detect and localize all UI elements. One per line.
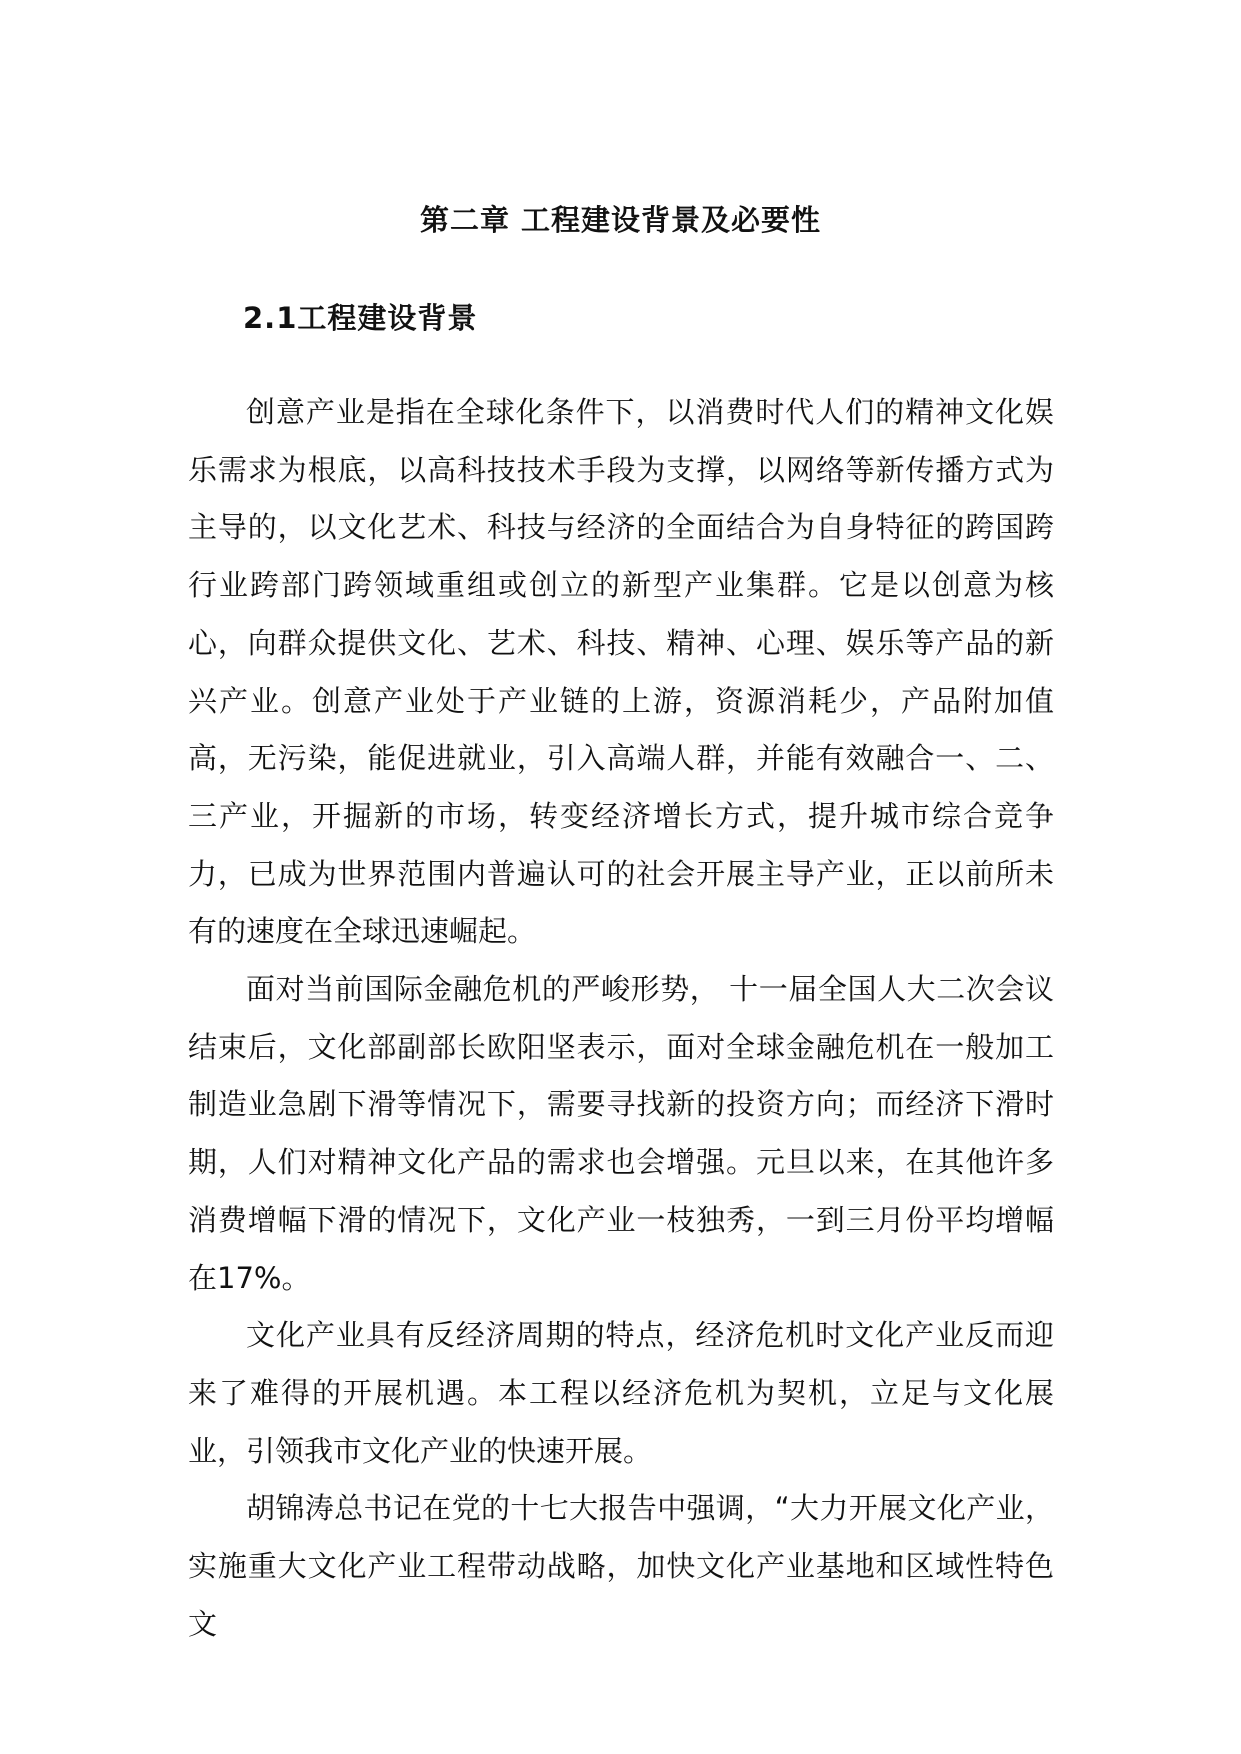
body-text	[188, 384, 1054, 1653]
section-title: 2.1工程建设背景	[243, 301, 478, 335]
paragraph: 面对当前国际金融危机的严峻形势， 十一届全国人大二次会议结束后，文化部副部长欧阳坚表示，面对全球金融危机在一般加工制造业急剧下滑等情况下，需要寻找新的投资方向；而经济下滑时期，人们对精神文化产品的需求也会增强。元旦以来，在其他许多消费增幅下滑的情况下，文化产业一枝独秀，一到三月份平均增幅在17%。	[188, 972, 1054, 1295]
paragraph: 胡锦涛总书记在党的十七大报告中强调，“大力开展文化产业，实施重大文化产业工程带动战略，加快文化产业基地和区域性特色文	[188, 1491, 1054, 1641]
chapter-title: 第二章 工程建设背景及必要性	[419, 203, 822, 237]
paragraph: 创意产业是指在全球化条件下，以消费时代人们的精神文化娱乐需求为根底，以高科技技术手段为支撑，以网络等新传播方式为主导的，以文化艺术、科技与经济的全面结合为自身特征的跨国跨行业跨部门跨领域重组或创立的新型产业集群。它是以创意为核心，向群众提供文化、艺术、科技、精神、心理、娱乐等产品的新兴产业。创意产业处于产业链的上游，资源消耗少，产品附加值高，无污染，能促进就业，引入高端人群，并能有效融合一、二、三产业，开掘新的市场，转变经济增长方式，提升城市综合竞争力，已成为世界范围内普遍认可的社会开展主导产业，正以前所未有的速度在全球迅速崛起。	[188, 395, 1054, 949]
paragraph: 文化产业具有反经济周期的特点，经济危机时文化产业反而迎来了难得的开展机遇。本工程以经济危机为契机，立足与文化展业，引领我市文化产业的快速开展。	[188, 1318, 1054, 1468]
